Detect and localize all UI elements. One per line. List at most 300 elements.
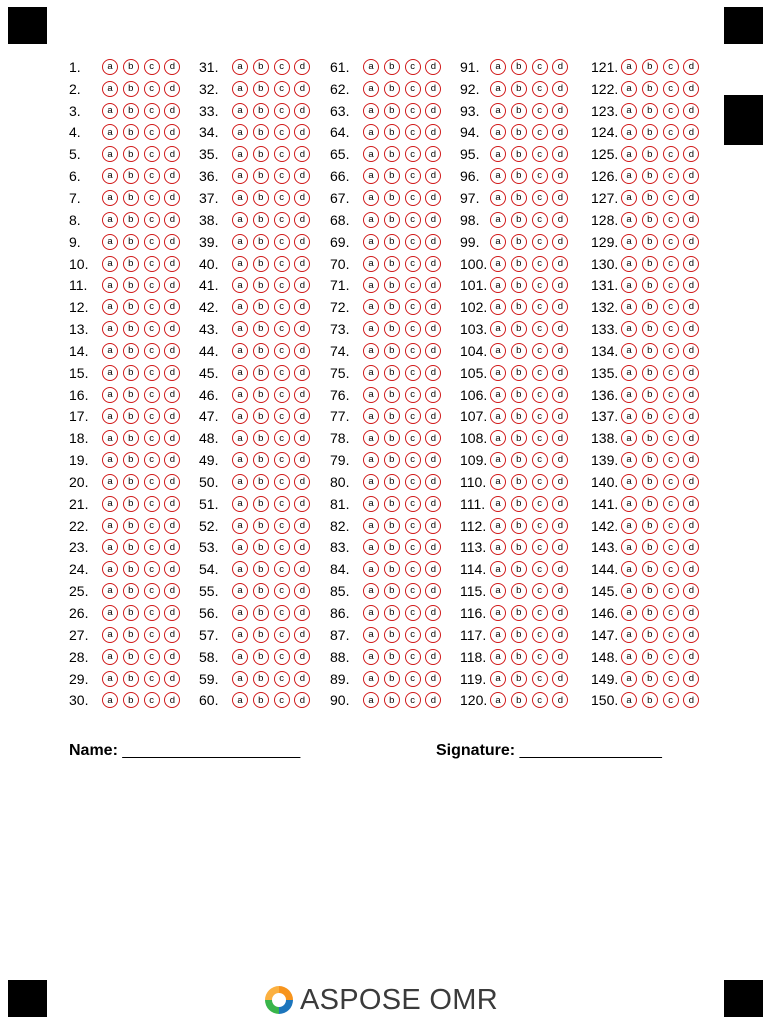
answer-bubble-a[interactable]: a <box>232 212 248 228</box>
answer-bubble-d[interactable]: d <box>552 452 568 468</box>
answer-bubble-d[interactable]: d <box>164 387 180 403</box>
answer-bubble-b[interactable]: b <box>511 496 527 512</box>
answer-bubble-b[interactable]: b <box>253 365 269 381</box>
answer-bubble-c[interactable]: c <box>274 561 290 577</box>
answer-bubble-d[interactable]: d <box>164 81 180 97</box>
answer-bubble-d[interactable]: d <box>425 343 441 359</box>
answer-bubble-b[interactable]: b <box>642 452 658 468</box>
answer-bubble-a[interactable]: a <box>102 234 118 250</box>
answer-bubble-d[interactable]: d <box>425 277 441 293</box>
answer-bubble-a[interactable]: a <box>621 430 637 446</box>
answer-bubble-d[interactable]: d <box>294 430 310 446</box>
name-field[interactable] <box>69 742 300 760</box>
answer-bubble-c[interactable]: c <box>405 671 421 687</box>
answer-bubble-d[interactable]: d <box>683 627 699 643</box>
answer-bubble-d[interactable]: d <box>683 692 699 708</box>
answer-bubble-c[interactable]: c <box>532 518 548 534</box>
answer-bubble-b[interactable]: b <box>123 299 139 315</box>
answer-bubble-a[interactable]: a <box>363 321 379 337</box>
answer-bubble-c[interactable]: c <box>144 256 160 272</box>
answer-bubble-a[interactable]: a <box>490 518 506 534</box>
answer-bubble-d[interactable]: d <box>294 539 310 555</box>
answer-bubble-d[interactable]: d <box>425 299 441 315</box>
answer-bubble-c[interactable]: c <box>663 649 679 665</box>
answer-bubble-d[interactable]: d <box>552 583 568 599</box>
answer-bubble-a[interactable]: a <box>232 256 248 272</box>
answer-bubble-d[interactable]: d <box>164 146 180 162</box>
answer-bubble-a[interactable]: a <box>363 561 379 577</box>
answer-bubble-b[interactable]: b <box>253 299 269 315</box>
answer-bubble-c[interactable]: c <box>405 627 421 643</box>
answer-bubble-d[interactable]: d <box>294 124 310 140</box>
answer-bubble-c[interactable]: c <box>405 496 421 512</box>
answer-bubble-c[interactable]: c <box>144 649 160 665</box>
answer-bubble-d[interactable]: d <box>683 605 699 621</box>
answer-bubble-c[interactable]: c <box>274 234 290 250</box>
answer-bubble-d[interactable]: d <box>425 103 441 119</box>
answer-bubble-c[interactable]: c <box>274 277 290 293</box>
answer-bubble-d[interactable]: d <box>164 256 180 272</box>
answer-bubble-b[interactable]: b <box>511 343 527 359</box>
answer-bubble-b[interactable]: b <box>511 365 527 381</box>
answer-bubble-c[interactable]: c <box>663 692 679 708</box>
answer-bubble-c[interactable]: c <box>274 168 290 184</box>
answer-bubble-b[interactable]: b <box>253 496 269 512</box>
answer-bubble-a[interactable]: a <box>363 474 379 490</box>
answer-bubble-b[interactable]: b <box>642 277 658 293</box>
answer-bubble-b[interactable]: b <box>384 81 400 97</box>
answer-bubble-c[interactable]: c <box>405 168 421 184</box>
answer-bubble-b[interactable]: b <box>253 474 269 490</box>
answer-bubble-d[interactable]: d <box>164 474 180 490</box>
answer-bubble-c[interactable]: c <box>663 234 679 250</box>
answer-bubble-c[interactable]: c <box>532 561 548 577</box>
answer-bubble-a[interactable]: a <box>363 256 379 272</box>
answer-bubble-a[interactable]: a <box>363 452 379 468</box>
answer-bubble-a[interactable]: a <box>490 190 506 206</box>
answer-bubble-c[interactable]: c <box>532 299 548 315</box>
answer-bubble-d[interactable]: d <box>164 496 180 512</box>
answer-bubble-b[interactable]: b <box>123 408 139 424</box>
answer-bubble-c[interactable]: c <box>532 81 548 97</box>
answer-bubble-a[interactable]: a <box>363 408 379 424</box>
answer-bubble-c[interactable]: c <box>274 692 290 708</box>
answer-bubble-c[interactable]: c <box>663 168 679 184</box>
answer-bubble-b[interactable]: b <box>511 299 527 315</box>
answer-bubble-a[interactable]: a <box>490 277 506 293</box>
answer-bubble-c[interactable]: c <box>274 299 290 315</box>
answer-bubble-b[interactable]: b <box>384 146 400 162</box>
answer-bubble-d[interactable]: d <box>425 212 441 228</box>
answer-bubble-a[interactable]: a <box>621 627 637 643</box>
answer-bubble-d[interactable]: d <box>552 561 568 577</box>
answer-bubble-b[interactable]: b <box>642 168 658 184</box>
answer-bubble-b[interactable]: b <box>642 518 658 534</box>
answer-bubble-b[interactable]: b <box>123 452 139 468</box>
answer-bubble-c[interactable]: c <box>405 583 421 599</box>
answer-bubble-c[interactable]: c <box>663 212 679 228</box>
answer-bubble-c[interactable]: c <box>532 671 548 687</box>
answer-bubble-b[interactable]: b <box>511 321 527 337</box>
answer-bubble-d[interactable]: d <box>552 277 568 293</box>
answer-bubble-d[interactable]: d <box>425 649 441 665</box>
answer-bubble-c[interactable]: c <box>144 692 160 708</box>
answer-bubble-a[interactable]: a <box>232 365 248 381</box>
answer-bubble-c[interactable]: c <box>532 627 548 643</box>
answer-bubble-c[interactable]: c <box>663 539 679 555</box>
answer-bubble-a[interactable]: a <box>232 518 248 534</box>
answer-bubble-d[interactable]: d <box>552 692 568 708</box>
answer-bubble-a[interactable]: a <box>102 692 118 708</box>
answer-bubble-a[interactable]: a <box>363 277 379 293</box>
answer-bubble-c[interactable]: c <box>405 474 421 490</box>
answer-bubble-b[interactable]: b <box>642 343 658 359</box>
answer-bubble-b[interactable]: b <box>384 343 400 359</box>
answer-bubble-c[interactable]: c <box>405 299 421 315</box>
answer-bubble-a[interactable]: a <box>102 299 118 315</box>
answer-bubble-c[interactable]: c <box>144 518 160 534</box>
answer-bubble-b[interactable]: b <box>123 365 139 381</box>
answer-bubble-b[interactable]: b <box>253 583 269 599</box>
answer-bubble-a[interactable]: a <box>232 277 248 293</box>
answer-bubble-b[interactable]: b <box>511 168 527 184</box>
answer-bubble-a[interactable]: a <box>232 692 248 708</box>
answer-bubble-d[interactable]: d <box>683 539 699 555</box>
answer-bubble-c[interactable]: c <box>532 256 548 272</box>
answer-bubble-a[interactable]: a <box>490 605 506 621</box>
answer-bubble-d[interactable]: d <box>164 277 180 293</box>
answer-bubble-d[interactable]: d <box>294 365 310 381</box>
answer-bubble-c[interactable]: c <box>274 212 290 228</box>
answer-bubble-b[interactable]: b <box>253 692 269 708</box>
answer-bubble-d[interactable]: d <box>552 365 568 381</box>
answer-bubble-a[interactable]: a <box>621 649 637 665</box>
answer-bubble-b[interactable]: b <box>511 692 527 708</box>
answer-bubble-c[interactable]: c <box>532 496 548 512</box>
answer-bubble-c[interactable]: c <box>405 365 421 381</box>
answer-bubble-a[interactable]: a <box>232 605 248 621</box>
answer-bubble-d[interactable]: d <box>425 124 441 140</box>
answer-bubble-b[interactable]: b <box>384 692 400 708</box>
answer-bubble-a[interactable]: a <box>490 299 506 315</box>
answer-bubble-c[interactable]: c <box>144 474 160 490</box>
answer-bubble-c[interactable]: c <box>532 277 548 293</box>
answer-bubble-b[interactable]: b <box>123 321 139 337</box>
answer-bubble-d[interactable]: d <box>294 649 310 665</box>
answer-bubble-b[interactable]: b <box>384 234 400 250</box>
answer-bubble-d[interactable]: d <box>552 321 568 337</box>
answer-bubble-b[interactable]: b <box>384 277 400 293</box>
answer-bubble-d[interactable]: d <box>683 452 699 468</box>
answer-bubble-c[interactable]: c <box>144 103 160 119</box>
answer-bubble-d[interactable]: d <box>683 321 699 337</box>
answer-bubble-d[interactable]: d <box>164 212 180 228</box>
answer-bubble-b[interactable]: b <box>253 343 269 359</box>
answer-bubble-c[interactable]: c <box>405 539 421 555</box>
answer-bubble-a[interactable]: a <box>363 692 379 708</box>
answer-bubble-c[interactable]: c <box>274 190 290 206</box>
answer-bubble-c[interactable]: c <box>663 583 679 599</box>
answer-bubble-a[interactable]: a <box>621 234 637 250</box>
answer-bubble-d[interactable]: d <box>164 59 180 75</box>
answer-bubble-b[interactable]: b <box>384 496 400 512</box>
answer-bubble-c[interactable]: c <box>144 59 160 75</box>
answer-bubble-a[interactable]: a <box>490 103 506 119</box>
answer-bubble-d[interactable]: d <box>683 146 699 162</box>
answer-bubble-c[interactable]: c <box>274 387 290 403</box>
answer-bubble-b[interactable]: b <box>123 518 139 534</box>
answer-bubble-c[interactable]: c <box>274 59 290 75</box>
answer-bubble-c[interactable]: c <box>144 387 160 403</box>
answer-bubble-d[interactable]: d <box>294 408 310 424</box>
answer-bubble-b[interactable]: b <box>253 321 269 337</box>
answer-bubble-c[interactable]: c <box>405 190 421 206</box>
answer-bubble-b[interactable]: b <box>511 146 527 162</box>
answer-bubble-d[interactable]: d <box>683 299 699 315</box>
answer-bubble-a[interactable]: a <box>102 124 118 140</box>
answer-bubble-c[interactable]: c <box>405 81 421 97</box>
answer-bubble-c[interactable]: c <box>405 518 421 534</box>
answer-bubble-b[interactable]: b <box>253 212 269 228</box>
answer-bubble-a[interactable]: a <box>102 452 118 468</box>
answer-bubble-b[interactable]: b <box>384 627 400 643</box>
answer-bubble-b[interactable]: b <box>511 387 527 403</box>
answer-bubble-b[interactable]: b <box>123 627 139 643</box>
answer-bubble-b[interactable]: b <box>511 212 527 228</box>
answer-bubble-c[interactable]: c <box>405 430 421 446</box>
answer-bubble-c[interactable]: c <box>405 256 421 272</box>
answer-bubble-d[interactable]: d <box>164 234 180 250</box>
answer-bubble-b[interactable]: b <box>123 496 139 512</box>
answer-bubble-d[interactable]: d <box>683 561 699 577</box>
answer-bubble-b[interactable]: b <box>384 561 400 577</box>
answer-bubble-a[interactable]: a <box>621 212 637 228</box>
answer-bubble-c[interactable]: c <box>663 496 679 512</box>
answer-bubble-b[interactable]: b <box>253 59 269 75</box>
answer-bubble-c[interactable]: c <box>144 234 160 250</box>
answer-bubble-d[interactable]: d <box>164 343 180 359</box>
answer-bubble-c[interactable]: c <box>144 277 160 293</box>
answer-bubble-a[interactable]: a <box>232 430 248 446</box>
answer-bubble-d[interactable]: d <box>552 474 568 490</box>
answer-bubble-c[interactable]: c <box>663 605 679 621</box>
answer-bubble-a[interactable]: a <box>102 408 118 424</box>
answer-bubble-b[interactable]: b <box>511 539 527 555</box>
answer-bubble-d[interactable]: d <box>552 605 568 621</box>
answer-bubble-c[interactable]: c <box>144 321 160 337</box>
answer-bubble-d[interactable]: d <box>683 190 699 206</box>
answer-bubble-c[interactable]: c <box>405 387 421 403</box>
answer-bubble-d[interactable]: d <box>552 671 568 687</box>
answer-bubble-b[interactable]: b <box>384 430 400 446</box>
answer-bubble-c[interactable]: c <box>405 605 421 621</box>
answer-bubble-a[interactable]: a <box>363 190 379 206</box>
answer-bubble-a[interactable]: a <box>490 649 506 665</box>
answer-bubble-c[interactable]: c <box>532 212 548 228</box>
answer-bubble-d[interactable]: d <box>425 692 441 708</box>
answer-bubble-d[interactable]: d <box>425 583 441 599</box>
answer-bubble-b[interactable]: b <box>511 649 527 665</box>
answer-bubble-c[interactable]: c <box>532 430 548 446</box>
answer-bubble-b[interactable]: b <box>123 474 139 490</box>
answer-bubble-a[interactable]: a <box>102 212 118 228</box>
answer-bubble-a[interactable]: a <box>102 146 118 162</box>
answer-bubble-a[interactable]: a <box>102 190 118 206</box>
answer-bubble-c[interactable]: c <box>274 474 290 490</box>
answer-bubble-c[interactable]: c <box>144 299 160 315</box>
answer-bubble-c[interactable]: c <box>532 234 548 250</box>
answer-bubble-c[interactable]: c <box>144 561 160 577</box>
answer-bubble-b[interactable]: b <box>253 518 269 534</box>
answer-bubble-d[interactable]: d <box>683 583 699 599</box>
answer-bubble-d[interactable]: d <box>552 649 568 665</box>
answer-bubble-c[interactable]: c <box>663 103 679 119</box>
answer-bubble-d[interactable]: d <box>425 605 441 621</box>
answer-bubble-d[interactable]: d <box>425 671 441 687</box>
answer-bubble-a[interactable]: a <box>621 103 637 119</box>
answer-bubble-d[interactable]: d <box>164 605 180 621</box>
answer-bubble-c[interactable]: c <box>405 452 421 468</box>
answer-bubble-b[interactable]: b <box>384 299 400 315</box>
answer-bubble-c[interactable]: c <box>663 430 679 446</box>
answer-bubble-c[interactable]: c <box>532 365 548 381</box>
answer-bubble-b[interactable]: b <box>511 81 527 97</box>
answer-bubble-a[interactable]: a <box>102 474 118 490</box>
answer-bubble-c[interactable]: c <box>274 496 290 512</box>
answer-bubble-b[interactable]: b <box>642 408 658 424</box>
answer-bubble-c[interactable]: c <box>405 234 421 250</box>
answer-bubble-c[interactable]: c <box>274 605 290 621</box>
answer-bubble-d[interactable]: d <box>164 583 180 599</box>
answer-bubble-a[interactable]: a <box>490 59 506 75</box>
answer-bubble-d[interactable]: d <box>552 430 568 446</box>
answer-bubble-c[interactable]: c <box>663 81 679 97</box>
answer-bubble-d[interactable]: d <box>294 299 310 315</box>
answer-bubble-c[interactable]: c <box>532 190 548 206</box>
answer-bubble-b[interactable]: b <box>253 81 269 97</box>
answer-bubble-a[interactable]: a <box>363 146 379 162</box>
answer-bubble-a[interactable]: a <box>232 124 248 140</box>
answer-bubble-a[interactable]: a <box>490 387 506 403</box>
answer-bubble-a[interactable]: a <box>102 539 118 555</box>
answer-bubble-d[interactable]: d <box>164 430 180 446</box>
answer-bubble-c[interactable]: c <box>532 321 548 337</box>
answer-bubble-c[interactable]: c <box>274 583 290 599</box>
answer-bubble-b[interactable]: b <box>642 299 658 315</box>
answer-bubble-b[interactable]: b <box>511 671 527 687</box>
answer-bubble-b[interactable]: b <box>642 146 658 162</box>
answer-bubble-c[interactable]: c <box>532 692 548 708</box>
answer-bubble-c[interactable]: c <box>532 408 548 424</box>
answer-bubble-d[interactable]: d <box>552 103 568 119</box>
answer-bubble-a[interactable]: a <box>102 496 118 512</box>
answer-bubble-c[interactable]: c <box>532 583 548 599</box>
answer-bubble-a[interactable]: a <box>102 168 118 184</box>
answer-bubble-c[interactable]: c <box>144 430 160 446</box>
answer-bubble-d[interactable]: d <box>683 408 699 424</box>
answer-bubble-a[interactable]: a <box>490 81 506 97</box>
answer-bubble-c[interactable]: c <box>274 539 290 555</box>
answer-bubble-d[interactable]: d <box>552 234 568 250</box>
answer-bubble-c[interactable]: c <box>144 452 160 468</box>
answer-bubble-d[interactable]: d <box>425 168 441 184</box>
answer-bubble-a[interactable]: a <box>363 365 379 381</box>
answer-bubble-a[interactable]: a <box>232 343 248 359</box>
answer-bubble-c[interactable]: c <box>144 365 160 381</box>
answer-bubble-d[interactable]: d <box>552 146 568 162</box>
answer-bubble-d[interactable]: d <box>552 518 568 534</box>
answer-bubble-d[interactable]: d <box>552 212 568 228</box>
answer-bubble-b[interactable]: b <box>384 408 400 424</box>
answer-bubble-b[interactable]: b <box>642 321 658 337</box>
answer-bubble-c[interactable]: c <box>144 146 160 162</box>
answer-bubble-a[interactable]: a <box>232 103 248 119</box>
answer-bubble-a[interactable]: a <box>232 59 248 75</box>
answer-bubble-d[interactable]: d <box>552 256 568 272</box>
answer-bubble-a[interactable]: a <box>363 343 379 359</box>
answer-bubble-a[interactable]: a <box>232 234 248 250</box>
answer-bubble-b[interactable]: b <box>642 583 658 599</box>
answer-bubble-b[interactable]: b <box>642 124 658 140</box>
answer-bubble-b[interactable]: b <box>511 583 527 599</box>
answer-bubble-c[interactable]: c <box>274 649 290 665</box>
answer-bubble-c[interactable]: c <box>663 518 679 534</box>
answer-bubble-a[interactable]: a <box>232 387 248 403</box>
answer-bubble-d[interactable]: d <box>552 496 568 512</box>
answer-bubble-c[interactable]: c <box>405 212 421 228</box>
answer-bubble-b[interactable]: b <box>123 343 139 359</box>
answer-bubble-b[interactable]: b <box>384 168 400 184</box>
answer-bubble-a[interactable]: a <box>232 168 248 184</box>
answer-bubble-c[interactable]: c <box>274 671 290 687</box>
answer-bubble-b[interactable]: b <box>253 387 269 403</box>
answer-bubble-d[interactable]: d <box>683 496 699 512</box>
answer-bubble-a[interactable]: a <box>363 212 379 228</box>
answer-bubble-a[interactable]: a <box>363 605 379 621</box>
answer-bubble-b[interactable]: b <box>511 518 527 534</box>
answer-bubble-a[interactable]: a <box>232 146 248 162</box>
answer-bubble-d[interactable]: d <box>683 234 699 250</box>
answer-bubble-a[interactable]: a <box>102 605 118 621</box>
answer-bubble-c[interactable]: c <box>144 168 160 184</box>
answer-bubble-c[interactable]: c <box>663 277 679 293</box>
answer-bubble-b[interactable]: b <box>253 146 269 162</box>
answer-bubble-d[interactable]: d <box>294 518 310 534</box>
answer-bubble-c[interactable]: c <box>663 59 679 75</box>
answer-bubble-c[interactable]: c <box>532 387 548 403</box>
answer-bubble-a[interactable]: a <box>102 627 118 643</box>
answer-bubble-a[interactable]: a <box>490 627 506 643</box>
answer-bubble-a[interactable]: a <box>232 321 248 337</box>
answer-bubble-c[interactable]: c <box>663 190 679 206</box>
answer-bubble-d[interactable]: d <box>164 627 180 643</box>
answer-bubble-b[interactable]: b <box>123 583 139 599</box>
answer-bubble-d[interactable]: d <box>552 343 568 359</box>
answer-bubble-a[interactable]: a <box>363 387 379 403</box>
answer-bubble-b[interactable]: b <box>123 387 139 403</box>
answer-bubble-d[interactable]: d <box>552 627 568 643</box>
answer-bubble-c[interactable]: c <box>663 256 679 272</box>
answer-bubble-d[interactable]: d <box>683 518 699 534</box>
answer-bubble-a[interactable]: a <box>621 671 637 687</box>
answer-bubble-d[interactable]: d <box>683 103 699 119</box>
answer-bubble-c[interactable]: c <box>144 190 160 206</box>
answer-bubble-d[interactable]: d <box>294 81 310 97</box>
answer-bubble-d[interactable]: d <box>164 692 180 708</box>
answer-bubble-a[interactable]: a <box>102 59 118 75</box>
answer-bubble-a[interactable]: a <box>232 81 248 97</box>
answer-bubble-d[interactable]: d <box>425 539 441 555</box>
